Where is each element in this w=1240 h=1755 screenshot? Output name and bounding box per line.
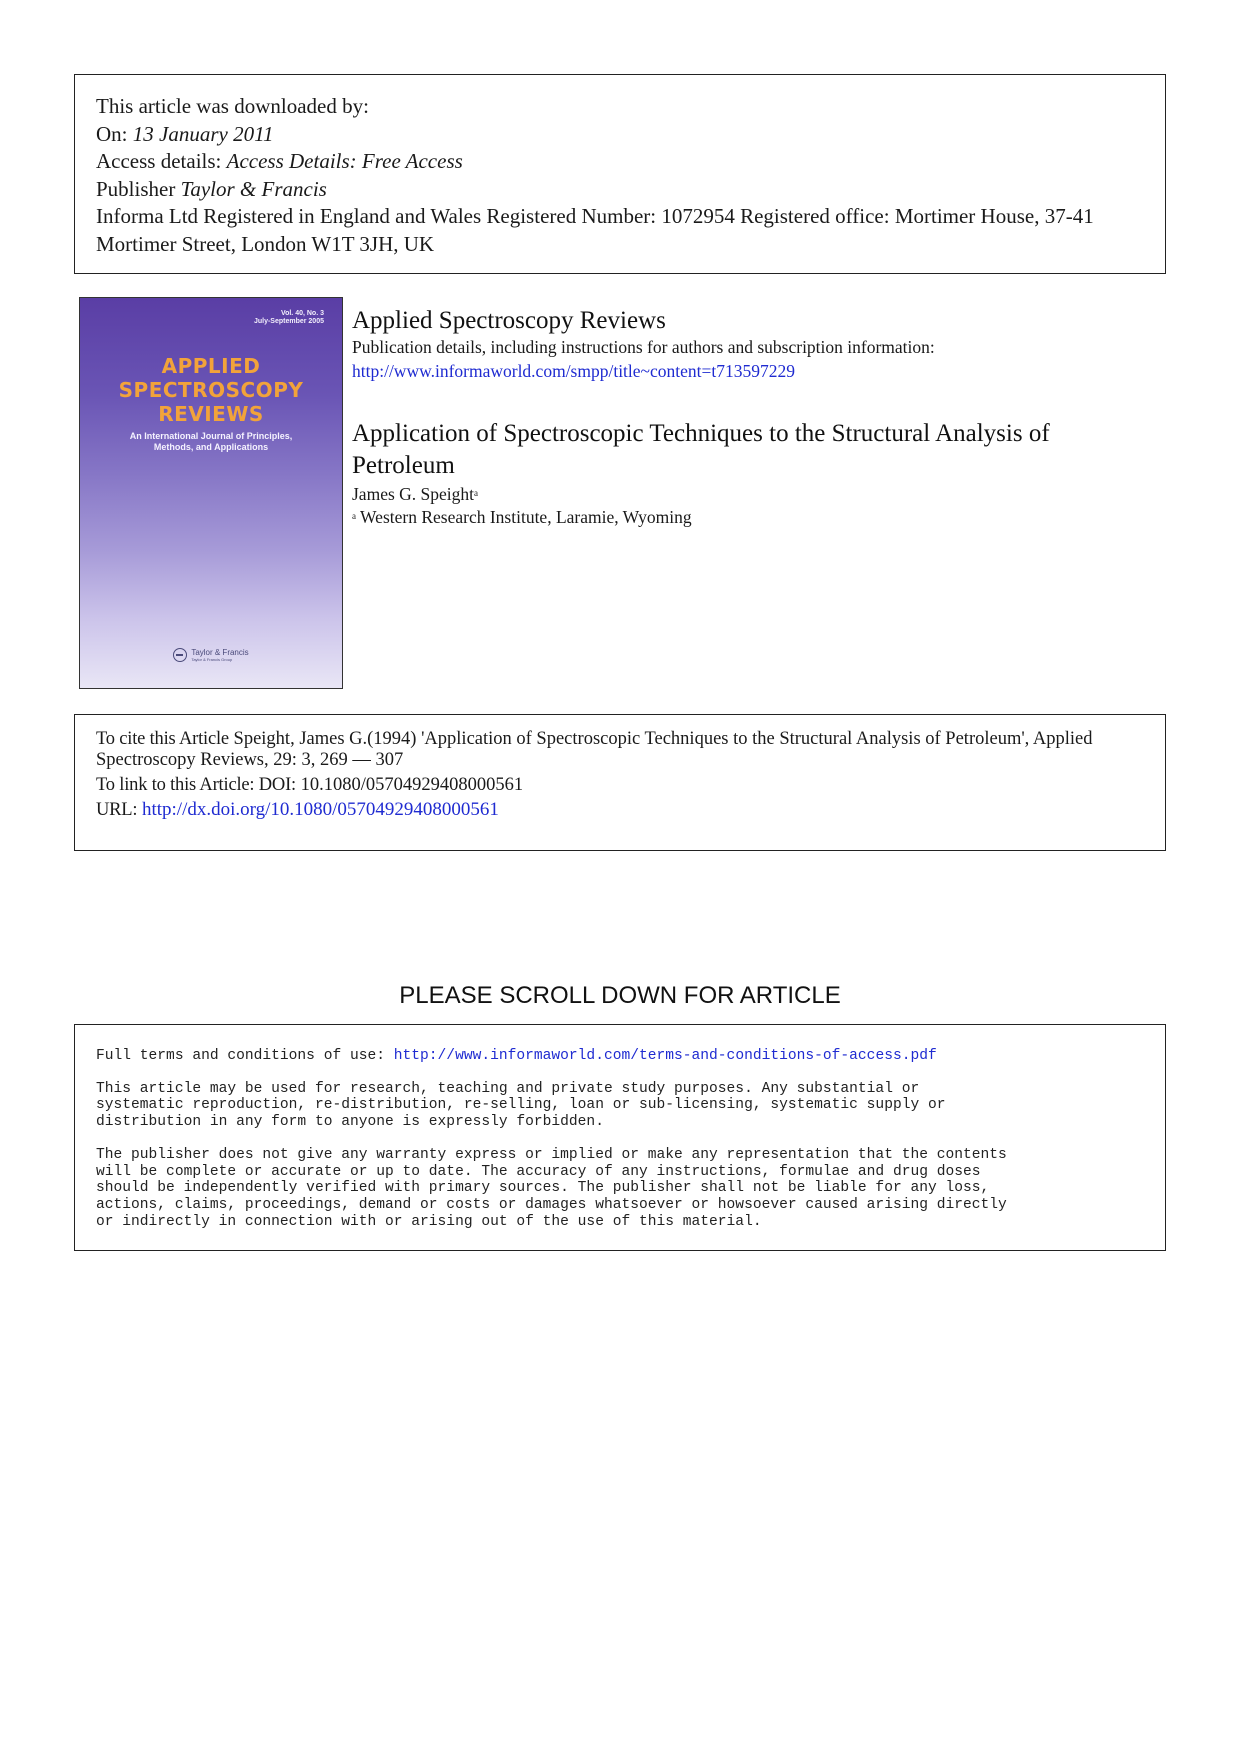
journal-title: Applied Spectroscopy Reviews [352,307,666,334]
downloaded-by-line: This article was downloaded by: [96,94,369,118]
cover-title-line: REVIEWS [158,402,264,426]
terms-disclaimer-paragraph: The publisher does not give any warranty express or implied or make any representation that the contents will be complete or accurate or up to date. The accuracy of any instructions, formulae and drug doses should be independently verified with primary sources. The publisher shall not be liable for any loss, actions, claims, proceedings, demand or costs or damages whatsoever or howsoever caused arising directly or indirectly in connection with or arising out of the use of this material. [96,1146,1007,1230]
doi-value: 10.1080/05704929408000561 [296,775,524,795]
cite-text: Speight, James G.(1994) 'Application of Spectroscopic Techniques to the Structural Analysis of Petroleum', Applied Spectroscopy Reviews, 29: 3, 269 — 307 [96,729,1093,770]
author-name: James G. Speight [352,484,475,504]
affiliation-mark: a [352,511,356,521]
access-label: Access details: [96,149,227,173]
publisher-line [96,176,1145,204]
terms-url-link[interactable]: http://www.informaworld.com/terms-and-conditions-of-access.pdf [393,1048,937,1064]
cover-volume [254,310,324,326]
doi-row [96,775,1145,796]
cover-subtitle-line: An International Journal of Principles, [129,431,293,441]
cover-title-line: APPLIED [161,354,261,378]
author-affiliation-mark: a [474,488,479,498]
access-details-line [96,148,1145,176]
cover-publisher-text [191,648,248,662]
terms-box [74,1024,1166,1251]
taylor-francis-logo-icon [173,648,187,662]
cover-publisher-group: Taylor & Francis Group [191,657,233,662]
cover-subtitle-line: Methods, and Applications [153,442,269,452]
publisher-value: Taylor & Francis [180,176,327,201]
url-label: URL: [96,800,138,820]
terms-label: Full terms and conditions of use: [96,1048,394,1064]
download-info-box [74,74,1166,274]
journal-cover-image [79,297,343,689]
download-date: 13 January 2011 [132,121,274,146]
terms-line [96,1048,1145,1065]
cover-title [80,354,342,426]
doi-url-link[interactable]: http://dx.doi.org/10.1080/05704929408000561 [141,799,499,820]
url-row [96,799,1145,821]
doi-label: To link to this Article: DOI: [96,775,296,795]
affiliation-text: Western Research Institute, Laramie, Wyoming [356,507,692,527]
cite-label: To cite this Article [96,729,229,749]
scroll-notice: PLEASE SCROLL DOWN FOR ARTICLE [399,982,841,1009]
author-affiliation [352,506,692,528]
publication-details: Publication details, including instructions for authors and subscription information: [352,337,935,357]
terms-usage-paragraph: This article may be used for research, teaching and private study purposes. Any substantial or systematic reproduction, re-distribution, re-selling, loan or sub-licensing, systematic supply or distribution in any form to anyone is expressly forbidden. [96,1080,946,1131]
cover-publisher-logo [80,648,342,662]
cover-volume-number: Vol. 40, No. 3 [280,310,324,317]
cover-issue-date: July-September 2005 [253,318,324,325]
publisher-label: Publisher [96,176,181,201]
cover-subtitle [80,431,342,453]
cover-title-line: SPECTROSCOPY [118,378,304,402]
download-date-line [96,121,1145,149]
article-title: Application of Spectroscopic Techniques to the Structural Analysis of Petroleum [352,420,1050,479]
cover-publisher-name: Taylor & Francis [191,648,249,657]
journal-url-link[interactable]: http://www.informaworld.com/smpp/title~content=t713597229 [352,361,796,381]
cite-paragraph [96,729,1145,771]
access-value: Access Details: Free Access [226,149,463,173]
article-author [352,483,478,505]
citation-box [74,714,1166,851]
registered-office-line: Informa Ltd Registered in England and Wales Registered Number: 1072954 Registered office: Mortimer House, 37-41 Mortimer Street, London W1T 3JH, UK [96,204,1094,256]
on-label: On: [96,121,133,146]
